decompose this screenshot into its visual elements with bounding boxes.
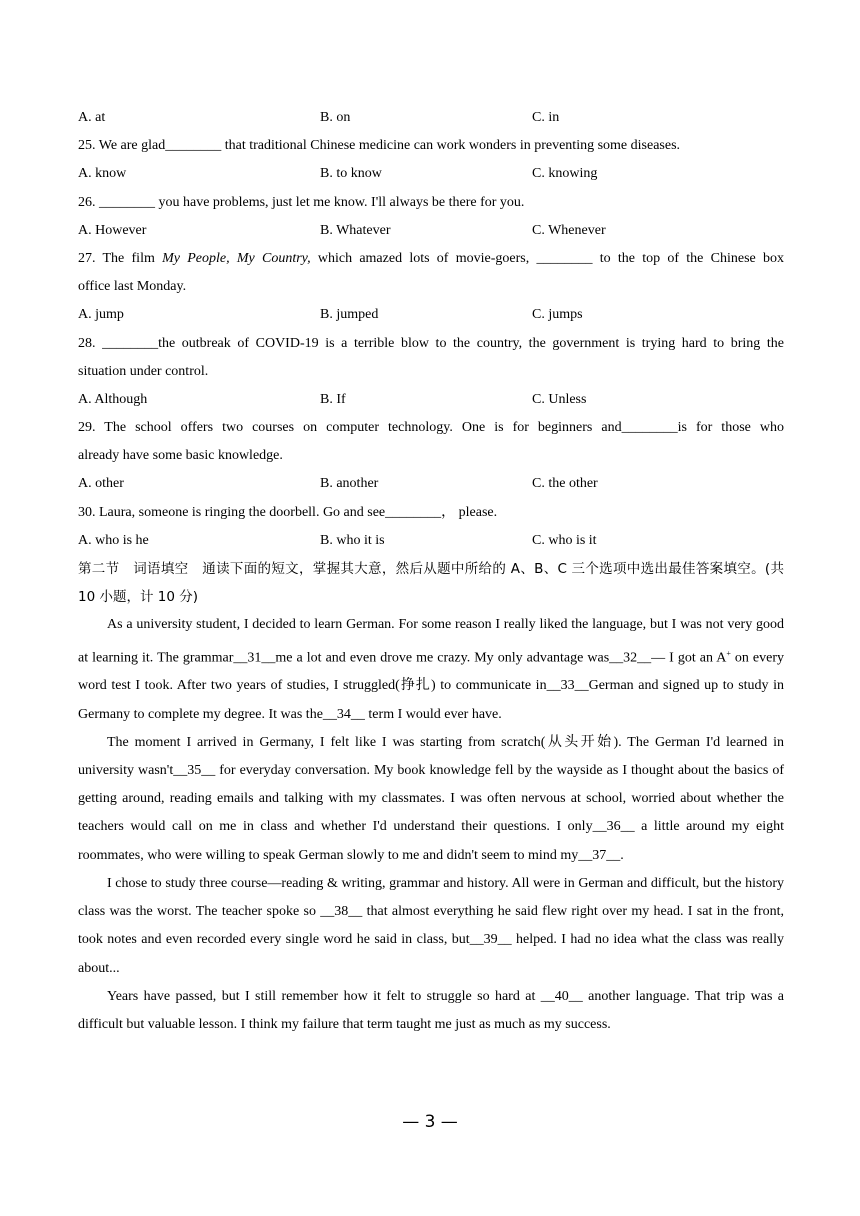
q28-number: 28. bbox=[78, 335, 103, 351]
option-a: A. Although bbox=[78, 391, 148, 407]
option-c: C. Unless bbox=[532, 391, 587, 407]
q25-text-end: that traditional Chinese medicine can work wonders in preventing some diseases. bbox=[221, 138, 681, 154]
text: . bbox=[620, 847, 624, 863]
blank-32: __32__ bbox=[609, 650, 652, 666]
option-b: B. on bbox=[320, 110, 351, 125]
text: Years have passed, but I still remember how it felt to struggle so hard at bbox=[107, 988, 541, 1004]
option-b: B. who it is bbox=[320, 532, 385, 548]
page-number: — 3 — bbox=[402, 1112, 458, 1132]
question-26 bbox=[78, 189, 784, 217]
q30-options bbox=[78, 527, 784, 555]
text: — I got an A bbox=[651, 650, 727, 666]
option-c: C. knowing bbox=[532, 166, 598, 182]
option-b: B. to know bbox=[320, 166, 382, 182]
option-b: B. jumped bbox=[320, 307, 379, 323]
passage-paragraph-4 bbox=[78, 983, 784, 1039]
blank-38: __38__ bbox=[320, 904, 363, 920]
question-29 bbox=[78, 414, 784, 442]
text: As a university student, I decided to learn German. For some reason I really liked the language, but I was not very good at learning it. The grammar bbox=[78, 617, 784, 666]
question-30 bbox=[78, 499, 784, 527]
q27-text-mid: which amazed lots of movie-goers, bbox=[310, 250, 537, 266]
text: for everyday conversation. My book knowledge fell by the wayside as I thought about the basics of getting around, reading emails and talking with my classmates. I was often nervous at school, worried about whether the teachers would call on me in class and whether I'd understand their questions. I only bbox=[78, 763, 784, 835]
q29-text: 29. The school offers two courses on computer technology. One is for beginners and bbox=[78, 420, 622, 436]
q28-text: the outbreak of COVID-19 is a terrible blow to the country, the government is trying hard to bring the bbox=[158, 335, 784, 351]
question-28 bbox=[78, 330, 784, 358]
text: term I would ever have. bbox=[364, 706, 502, 722]
q26-options bbox=[78, 217, 784, 245]
q30-blank: ________ bbox=[385, 504, 442, 520]
option-a: A. who is he bbox=[78, 532, 149, 548]
blank-39: __39__ bbox=[469, 932, 512, 948]
q30-text-end: ， please. bbox=[441, 504, 498, 520]
option-c: C. the other bbox=[532, 476, 598, 492]
q25-text: 25. We are glad bbox=[78, 138, 166, 154]
q27-text: 27. The film bbox=[78, 250, 163, 266]
section-heading: 第二节 词语填空 通读下面的短文，掌握其大意，然后从题中所给的 A、B、C 三个选项中选出最佳答案填空。(共 10 小题，计 10 分) bbox=[78, 561, 784, 606]
text: me a lot and even drove me crazy. My only advantage was bbox=[275, 650, 610, 666]
passage-paragraph-3 bbox=[78, 870, 784, 983]
q26-blank: ________ bbox=[99, 194, 155, 210]
q27-blank: ________ bbox=[536, 250, 593, 266]
q29-blank: ________ bbox=[621, 420, 678, 436]
q28-options bbox=[78, 386, 784, 414]
text: that almost everything he said flew right over my head. I sat in the front, took notes and even recorded every single word he said in class, but bbox=[78, 904, 784, 948]
text: another language. That trip was a difficult but valuable lesson. I think my failure that term taught me just as much as my success. bbox=[78, 988, 784, 1032]
q26-text: you have problems, just let me know. I'll always be there for you. bbox=[155, 194, 525, 210]
question-27 bbox=[78, 245, 784, 273]
q25-options bbox=[78, 160, 784, 188]
option-b: B. If bbox=[320, 391, 346, 407]
blank-40: __40__ bbox=[540, 988, 583, 1004]
q30-text: 30. Laura, someone is ringing the doorbell. Go and see bbox=[78, 504, 386, 520]
passage-paragraph-1 bbox=[78, 611, 784, 728]
q29-options bbox=[78, 470, 784, 498]
blank-35: __35__ bbox=[173, 763, 216, 779]
option-a: A. jump bbox=[78, 307, 124, 323]
question-25 bbox=[78, 132, 784, 160]
option-c: C. jumps bbox=[532, 307, 583, 323]
passage-paragraph-2 bbox=[78, 729, 784, 870]
question-27-line2: office last Monday. bbox=[78, 279, 187, 295]
question-29-line2: already have some basic knowledge. bbox=[78, 448, 283, 464]
text: German and signed up to study in Germany to complete my degree. It was the bbox=[78, 678, 784, 722]
option-c: C. in bbox=[532, 110, 560, 125]
q29-text-end: is for those who bbox=[677, 420, 784, 436]
option-a: A. However bbox=[78, 222, 147, 238]
q25-blank: ________ bbox=[165, 138, 222, 154]
q24-options bbox=[78, 104, 784, 132]
blank-33: __33__ bbox=[546, 678, 589, 694]
film-title: My People, My Country, bbox=[162, 250, 311, 266]
superscript-plus: + bbox=[726, 648, 731, 658]
blank-31: __31__ bbox=[233, 650, 276, 666]
option-c: C. who is it bbox=[532, 532, 597, 548]
blank-36: __36__ bbox=[592, 819, 635, 835]
option-b: B. Whatever bbox=[320, 222, 391, 238]
option-a: A. other bbox=[78, 476, 124, 492]
option-c: C. Whenever bbox=[532, 222, 606, 238]
text: on every word test I took. After two years of studies, I struggled(挣扎) to communicate in bbox=[78, 650, 785, 694]
option-b: B. another bbox=[320, 476, 379, 492]
q26-number: 26. bbox=[78, 194, 99, 210]
blank-37: __37__ bbox=[578, 847, 621, 863]
option-a: A. know bbox=[78, 166, 127, 182]
q28-blank: ________ bbox=[102, 335, 159, 351]
text: I chose to study three course—reading & writing, grammar and history. All were in German and difficult, but the history class was the worst. The teacher spoke so bbox=[78, 875, 784, 920]
text: The moment I arrived in Germany, I felt like I was starting from scratch(从头开始). The German I'd learned in university wasn't bbox=[78, 734, 784, 779]
question-28-line2: situation under control. bbox=[78, 363, 209, 379]
q27-text-end: to the top of the Chinese box bbox=[592, 250, 784, 266]
text: helped. I had no idea what the class was really about... bbox=[78, 932, 784, 976]
blank-34: __34__ bbox=[322, 706, 365, 722]
q27-options bbox=[78, 301, 784, 329]
text: a little around my eight roommates, who were willing to speak German slowly to me and didn't seem to mind my bbox=[78, 819, 784, 863]
exam-page bbox=[78, 104, 784, 1039]
option-a: A. at bbox=[78, 110, 106, 125]
